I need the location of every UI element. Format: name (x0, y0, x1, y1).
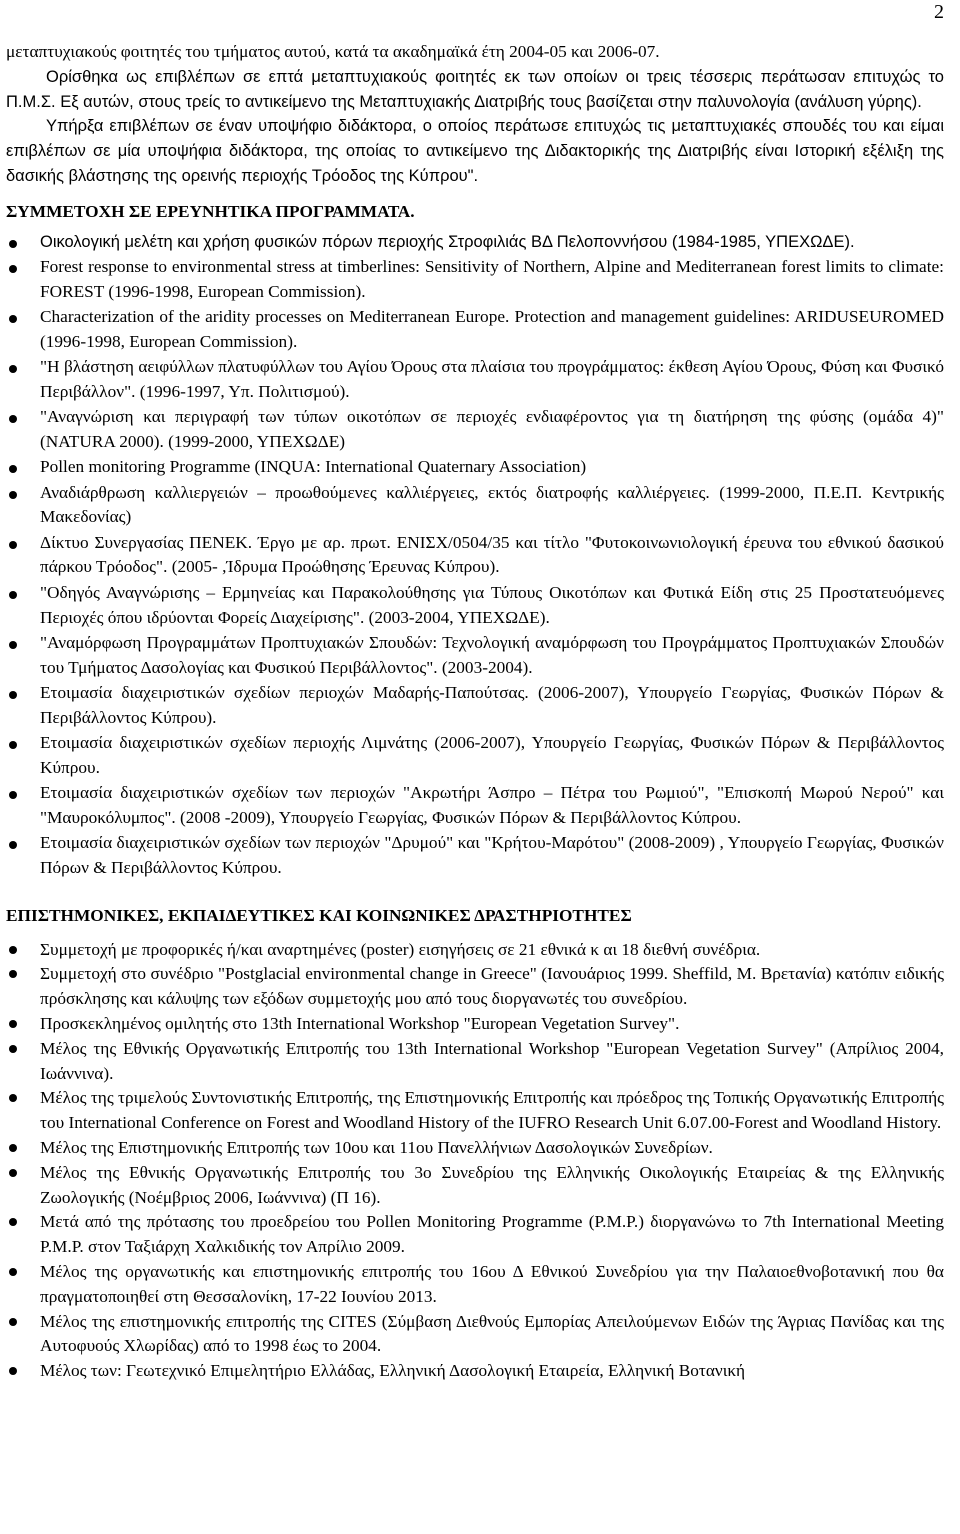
list-item: Μέλος των: Γεωτεχνικό Επιμελητήριο Ελλάδας, Ελληνική Δασολογική Εταιρεία, Ελληνική Βοτανική (6, 1359, 944, 1384)
research-programs-list (6, 230, 944, 881)
list-item: Μέλος της οργανωτικής και επιστημονικής επιτροπής του 16ου Δ Εθνικού Συνεδρίου για την Παλαιοεθνοβοτανική που θα πραγματοποιηθεί στη Θεσσαλονίκη, 17-22 Ιουνίου 2013. (6, 1260, 944, 1310)
list-item: Συμμετοχή με προφορικές ή/και αναρτημένες (poster) εισηγήσεις σε 21 εθνικά κ αι 18 διεθνή συνέδρια. (6, 938, 944, 963)
list-item: Characterization of the aridity processes on Mediterranean Europe. Protection and management guidelines: ARIDUSEUROMED (1996-1998, European Commission). (6, 305, 944, 355)
bullet-icon (9, 1169, 17, 1177)
list-item: Συμμετοχή στο συνέδριο "Postglacial environmental change in Greece" (Ιανουάριος 1999. Sheffild, M. Βρετανία) κατόπιν ειδικής πρόσκλησης και κάλυψης των εξόδων συμμετοχής μου από τους διοργανωτές του συνεδρίου. (6, 962, 944, 1012)
list-item: Ετοιμασία διαχειριστικών σχεδίων των περιοχών "Δρυμού" και "Κρήτου-Μαρότου" (2008-2009) , Υπουργείο Γεωργίας, Φυσικών Πόρων & Περιβάλλοντος Κύπρου. (6, 831, 944, 881)
bullet-icon (9, 691, 17, 699)
bullet-icon (9, 491, 17, 499)
list-item: Pollen monitoring Programme (INQUA: International Quaternary Association) (6, 455, 944, 480)
bullet-icon (9, 541, 17, 549)
bullet-icon (9, 415, 17, 423)
bullet-icon (9, 641, 17, 649)
list-item: "Αναμόρφωση Προγραμμάτων Προπτυχιακών Σπουδών: Τεχνολογική αναμόρφωση του Προγράμματος Προπτυχιακών Σπουδών του Τμήματος Δασολογίας και Φυσικού Περιβάλλοντος". (2003-2004). (6, 631, 944, 681)
research-programs-heading: ΣΥΜΜΕΤΟΧΗ ΣΕ ΕΡΕΥΝΗΤΙΚΑ ΠΡΟΓΡΑΜΜΑΤΑ. (6, 201, 415, 221)
bullet-icon (9, 1367, 17, 1375)
list-item: Μέλος της Εθνικής Οργανωτικής Επιτροπής του 13th International Workshop "European Vegetation Survey" (Απρίλιος 2004, Ιωάννινα). (6, 1037, 944, 1087)
list-item: Δίκτυο Συνεργασίας ΠΕΝΕΚ. Έργο με αρ. πρωτ. ΕΝΙΣΧ/0504/35 και τίτλο "Φυτοκοινωνιολογική έρευνα του εθνικού δασικού πάρκου Τρόοδος". (2005- ,Ίδρυμα Προώθησης Έρευνας Κύπρου). (6, 531, 944, 581)
page-content (6, 40, 944, 1384)
list-item: Forest response to environmental stress at timberlines: Sensitivity of Northern, Alpine and Mediterranean forest limits to climate: FOREST (1996-1998, European Commission). (6, 255, 944, 305)
bullet-icon (9, 465, 17, 473)
list-item: Ετοιμασία διαχειριστικών σχεδίων περιοχών Μαδαρής-Παπούτσας. (2006-2007), Υπουργείο Γεωργίας, Φυσικών Πόρων & Περιβάλλοντος Κύπρου). (6, 681, 944, 731)
intro-first-line: μεταπτυχιακούς φοιτητές του τμήματος αυτού, κατά τα ακαδημαϊκά έτη 2004-05 και 2006-07. (6, 42, 660, 61)
bullet-icon (9, 1268, 17, 1276)
bullet-icon (9, 970, 17, 978)
bullet-icon (9, 1045, 17, 1053)
supervision-paragraph: Ορίσθηκα ως επιβλέπων σε επτά μεταπτυχιακούς φοιτητές εκ των οποίων οι τρεις τέσσερις περάτωσαν επιτυχώς το Π.Μ.Σ. Εξ αυτών, στους τρείς το αντικείμενο της Μεταπτυχιακής Διατριβής τους βασίζεται στην παλυνολογία (ανάλυση γύρης). (6, 67, 944, 111)
list-item: Μετά από της πρότασης του προεδρείου του Pollen Monitoring Programme (P.M.P.) διοργανώνω το 7th International Meeting P.M.P. στον Ταξιάρχη Χαλκιδικής τον Απρίλιο 2009. (6, 1210, 944, 1260)
bullet-icon (9, 741, 17, 749)
list-item: "Οδηγός Αναγνώρισης – Ερμηνείας και Παρακολούθησης για Τύπους Οικοτόπων και Φυτικά Είδη στις 25 Προστατευόμενες Περιοχές όπου ιδρύονται Φορείς Διαχείρισης". (2003-2004, ΥΠΕΧΩΔΕ). (6, 581, 944, 631)
bullet-icon (9, 315, 17, 323)
phd-supervision-paragraph: Υπήρξα επιβλέπων σε έναν υποψήφιο διδάκτορα, ο οποίος περάτωσε επιτυχώς τις μεταπτυχιακές σπουδές του και είμαι επιβλέπων σε μία υποψήφια διδάκτορα, της οποίας το αντικείμενο της Διδακτορικής της Διατριβής είναι Ιστορική εξέλιξη της δασικής βλάστησης της ορεινής περιοχής Τρόοδος της Κύπρου". (6, 117, 944, 185)
bullet-icon (9, 1318, 17, 1326)
bullet-icon (9, 1020, 17, 1028)
page-number: 2 (934, 1, 944, 23)
bullet-icon (9, 946, 17, 954)
list-item: "Η βλάστηση αειφύλλων πλατυφύλλων του Αγίου Όρους στα πλαίσια του προγράμματος: έκθεση Αγίου Όρους, Φύση και Φυσικό Περιβάλλον". (1996-1997, Υπ. Πολιτισμού). (6, 355, 944, 405)
bullet-icon (9, 365, 17, 373)
bullet-icon (9, 265, 17, 273)
list-item: Προσκεκλημένος ομιλητής στο 13th International Workshop "European Vegetation Survey". (6, 1012, 944, 1037)
list-item: Μέλος της τριμελούς Συντονιστικής Επιτροπής, της Επιστημονικής Επιτροπής και πρόεδρος της Τοπικής Οργανωτικής Επιτροπής του International Conference on Forest and Woodland History of the IUFRO Research Unit 6.07.00-Forest and Woodland History. (6, 1086, 944, 1136)
list-item: Ετοιμασία διαχειριστικών σχεδίων των περιοχών "Ακρωτήρι Άσπρο – Πέτρα του Ρωμιού", "Επισκοπή Μωρού Νερού" και "Μαυροκόλυμπος". (2008 -2009), Υπουργείο Γεωργίας, Φυσικών Πόρων & Περιβάλλοντος Κύπρου. (6, 781, 944, 831)
bullet-icon (9, 791, 17, 799)
list-item: Μέλος της Εθνικής Οργανωτικής Επιτροπής του 3ο Συνεδρίου της Ελληνικής Οικολογικής Εταιρείας & της Ελληνικής Ζωολογικής (Νοέμβριος 2006, Ιωάννινα) (Π 16). (6, 1161, 944, 1211)
list-item: Μέλος της επιστημονικής επιτροπής της CITES (Σύμβαση Διεθνούς Εμπορίας Απειλούμενων Ειδών της Άγριας Πανίδας και της Αυτοφυούς Χλωρίδας) από το 1998 έως το 2004. (6, 1310, 944, 1360)
scientific-activities-list (6, 938, 944, 1384)
list-item: Ετοιμασία διαχειριστικών σχεδίων περιοχής Λιμνάτης (2006-2007), Υπουργείο Γεωργίας, Φυσικών Πόρων & Περιβάλλοντος Κύπρου. (6, 731, 944, 781)
list-item: Οικολογική μελέτη και χρήση φυσικών πόρων περιοχής Στροφιλιάς ΒΔ Πελοποννήσου (1984-1985, ΥΠΕΧΩΔΕ). (6, 230, 944, 255)
list-item: Μέλος της Επιστημονικής Επιτροπής των 10ου και 11ου Πανελλήνιων Δασολογικών Συνεδρίων. (6, 1136, 944, 1161)
list-item: Αναδιάρθρωση καλλιεργειών – προωθούμενες καλλιέργειες, εκτός διατροφής καλλιέργειες. (1999-2000, Π.Ε.Π. Κεντρικής Μακεδονίας) (6, 481, 944, 531)
bullet-icon (9, 240, 17, 248)
scientific-activities-heading: ΕΠΙΣΤΗΜΟΝΙΚΕΣ, ΕΚΠΑΙΔΕΥΤΙΚΕΣ ΚΑΙ ΚΟΙΝΩΝΙΚΕΣ ΔΡΑΣΤΗΡΙΟΤΗΤΕΣ (6, 905, 632, 925)
bullet-icon (9, 591, 17, 599)
bullet-icon (9, 841, 17, 849)
bullet-icon (9, 1094, 17, 1102)
bullet-icon (9, 1218, 17, 1226)
bullet-icon (9, 1144, 17, 1152)
list-item: "Αναγνώριση και περιγραφή των τύπων οικοτόπων σε περιοχές ενδιαφέροντος για τη διατήρηση της φύσης (ομάδα 4)" (NATURA 2000). (1999-2000, ΥΠΕΧΩΔΕ) (6, 405, 944, 455)
